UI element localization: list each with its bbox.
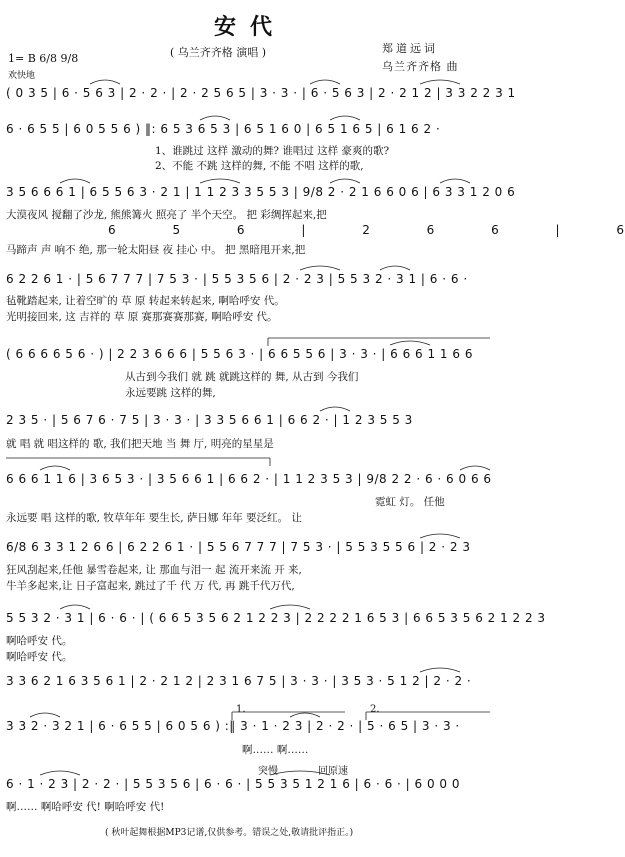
tempo-change-slow: 突慢 [258,766,278,777]
lyric-line-7: 就 唱 就 唱这样的 歌, 我们把天地 当 舞 厅, 明亮的星星是 [6,438,274,450]
lyric-line-8b: 永远要 唱 这样的歌, 牧草年年 要生长, 萨日娜 年年 要泛红。 让 [6,512,302,524]
key-signature: 1= B 6/8 9/8 [8,52,79,65]
lyric-line-9a: 狂风刮起来,任他 暴雪卷起来, 让 那血与泪一 起 流开来流 开 来, [6,564,302,576]
lyric-line-8a: 霓虹 灯。 任他 [375,496,445,508]
lyric-line-3: 大漠夜风 搅翻了沙龙, 熊熊篝火 照亮了 半个天空。 把 彩绸挥起来,把 [6,209,327,221]
composer-credit: 乌兰齐齐格 曲 [382,60,459,73]
lyric-line-2b: 2、不能 不跳 这样的舞, 不能 不唱 这样的歌, [155,160,364,172]
lyric-line-6b: 永远要跳 这样的舞, [125,387,216,399]
lyric-line-12: 啊…… 啊…… [242,744,309,756]
score-line-6: ( 6 6 6 6 5 6 · ) | 2 2 3 6 6 6 | 5 5 6 3 · | 6 6 5 5 6 | 3 · 3 · | 6 6 6 1 1 6 6 [6,347,473,361]
song-title: 安代 [213,14,286,40]
footer-note: ( 秋叶起舞根据MP3记谱,仅供参考。错误之处,敬请批评指正。) [105,828,354,838]
lyric-line-10b: 啊哈呼安 代。 [6,651,73,663]
score-line-2: 6 · 6 5 5 | 6 0 5 5 6 ) ‖: 6 5 3 6 5 3 | 6 5 1 6 0 | 6 5 1 6 5 | 6 1 6 2 · [6,122,441,136]
score-line-13: 6 · 1 · 2 3 | 2 · 2 · | 5 5 3 5 6 | 6 · 6 · | 5 5 3 5 1 2 1 6 | 6 · 6 · | 6 0 0 0 [6,777,460,791]
lyric-line-6a: 从古到今我们 就 跳 就跳这样的 舞, 从古到 今我们 [125,371,359,383]
performer-subtitle: ( 乌兰齐齐格 演唱 ) [170,46,267,59]
score-line-3: 3 5 6 6 6 1 | 6 5 5 6 3 · 2 1 | 1 1 2 3 3 5 5 3 | 9/8 2 · 2 1 6 6 0 6 | 6 3 3 1 2 0 6 [6,185,516,199]
lyric-line-13: 啊…… 啊哈呼安 代! 啊哈呼安 代! [6,801,165,813]
volta-2-mark: 2. [370,704,380,715]
score-line-5: 6 2 2 6 1 · | 5 6 7 7 7 | 7 5 3 · | 5 5 3 5 6 | 2 · 2 3 | 5 5 3 2 · 3 1 | 6 · 6 · [6,272,468,286]
tempo-change-restore: 回原速 [318,766,348,777]
score-line-9: 6/8 6 3 3 1 2 6 6 | 6 2 2 6 1 · | 5 5 6 7 7 7 | 7 5 3 · | 5 5 3 5 5 6 | 2 · 2 3 [6,540,471,554]
score-line-7: 2 3 5 · | 5 6 7 6 · 7 5 | 3 · 3 · | 3 3 5 6 6 1 | 6 6 2 · | 1 2 3 5 5 3 [6,413,413,427]
score-line-11: 3 3 6 2 1 6 3 5 6 1 | 2 · 2 1 2 | 2 3 1 6 7 5 | 3 · 3 · | 3 5 3 · 5 1 2 | 2 · 2 · [6,674,472,688]
score-line-10: 5 5 3 2 · 3 1 | 6 · 6 · | ( 6 6 5 3 5 6 2 1 2 2 3 | 2 2 2 2 1 6 5 3 | 6 6 5 3 5 6 2 1 2 2 3 [6,611,546,625]
score-line-8: 6 6 6 1 1 6 | 3 6 5 3 · | 3 5 6 6 1 | 6 6 2 · | 1 1 2 3 5 3 | 9/8 2 2 · 6 · 6 0 6 6 [6,472,492,486]
lyric-line-10a: 啊哈呼安 代。 [6,635,73,647]
lyric-line-9b: 牛羊多起来,让 日子富起来, 跳过了千 代 万 代, 再 跳千代万代, [6,580,295,592]
volta-1-mark: 1. [236,704,246,715]
tempo-marking: 欢快地 [8,71,36,81]
score-line-12: 3 3 2 · 3 2 1 | 6 · 6 5 5 | 6 0 5 6 ) :‖ 3 · 1 · 2 3 | 2 · 2 · | 5 · 6 5 | 3 · 3 · [6,719,460,733]
lyricist-credit: 郑道远词 [382,42,438,55]
lyric-line-4: 马蹄声 声 响不 绝, 那一轮太阳昼 夜 挂心 中。 把 黑暗甩开来,把 [6,244,306,256]
lyric-line-2a: 1、谁跳过 这样 激动的舞? 谁唱过 这样 豪爽的歌? [155,145,390,157]
lyric-line-5b: 光明接回来, 这 吉祥的 草 原 赛那赛赛那赛, 啊哈呼安 代。 [6,311,278,323]
score-line-4: 6 5 6 | 2 6 6 | 6 [108,223,625,237]
score-line-1: ( 0 3 5 | 6 · 5 6 3 | 2 · 2 · | 2 · 2 5 6 5 | 3 · 3 · | 6 · 5 6 3 | 2 · 2 1 2 | 3 3 2 2 3 1 [6,86,516,100]
lyric-line-5a: 毡靴踏起来, 让着空旷的 草 原 转起来转起来, 啊哈呼安 代。 [6,295,285,307]
